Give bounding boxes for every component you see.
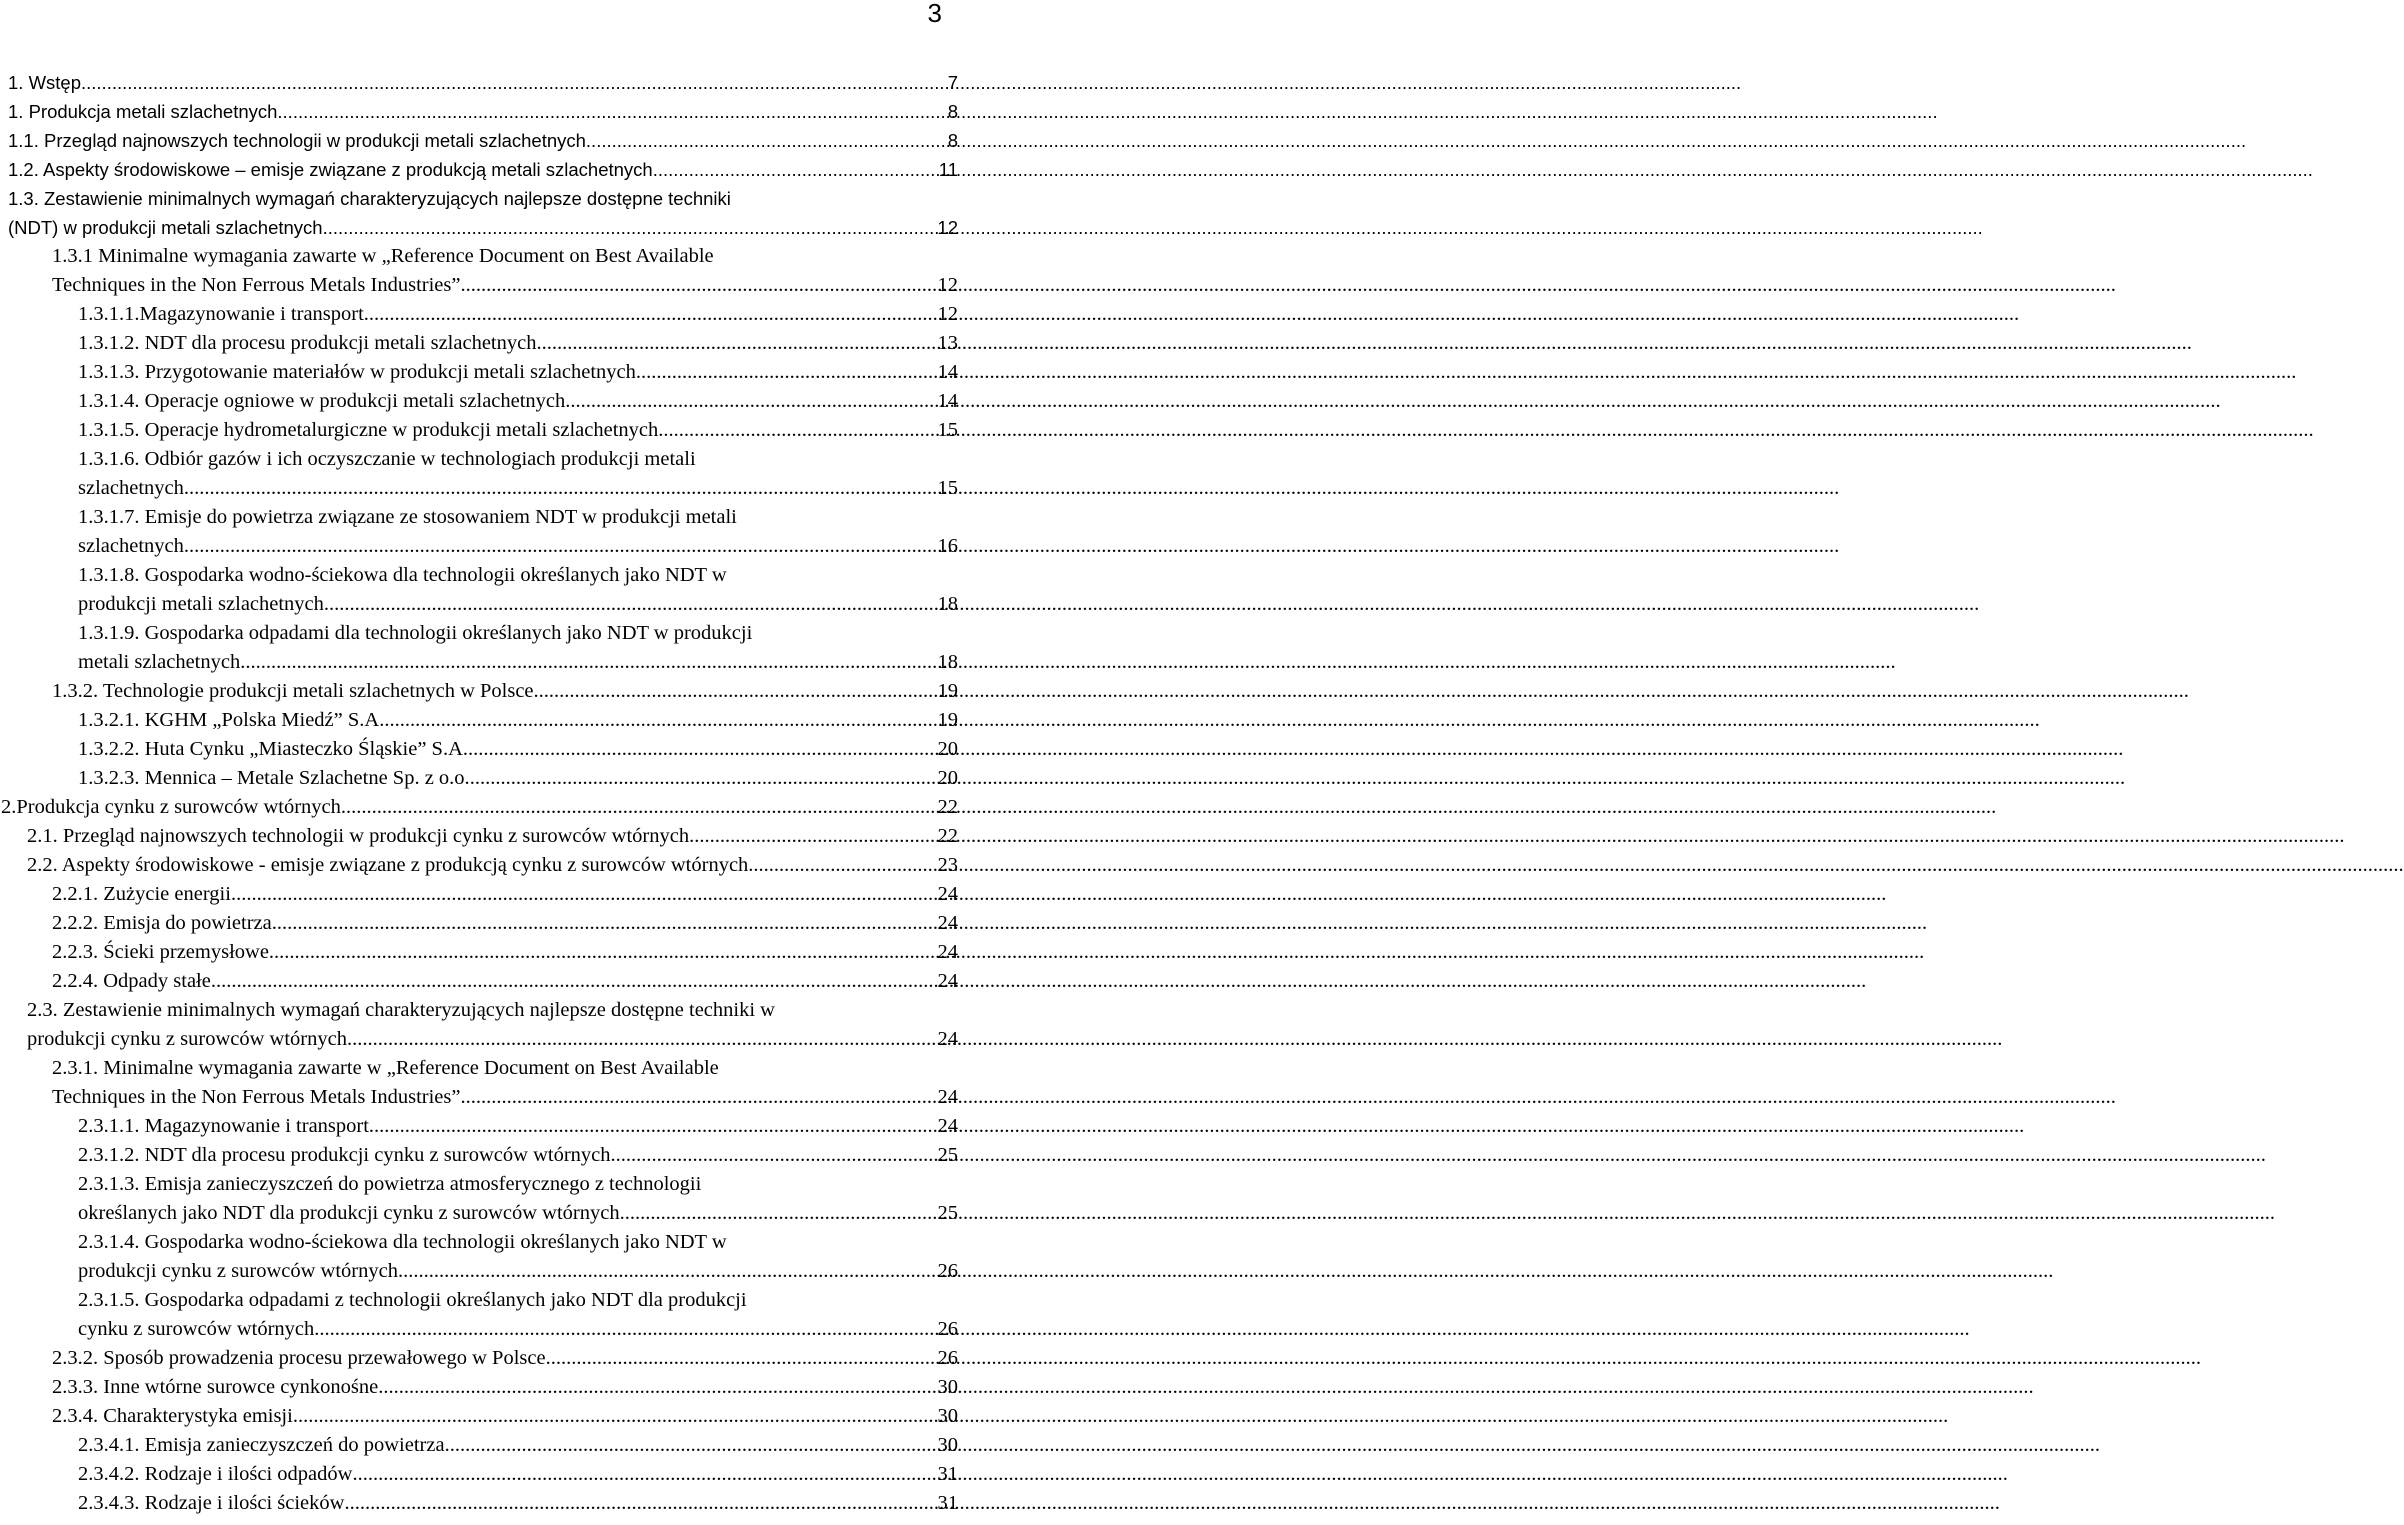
toc-entry-title: 1.3.1.5. Operacje hydrometalurgiczne w produkcji metali szlachetnych xyxy=(78,419,659,441)
dot-leader xyxy=(184,474,936,503)
toc-entry-title: 2.3.1. Minimalne wymagania zawarte w „Reference Document on Best Available xyxy=(52,1057,719,1079)
toc-entry-title: 2.3.4.3. Rodzaje i ilości ścieków xyxy=(78,1492,345,1514)
toc-entry[interactable] xyxy=(0,416,958,445)
dot-leader xyxy=(611,1141,936,1170)
dot-leader xyxy=(364,300,936,329)
dot-leader xyxy=(534,677,936,706)
toc-page-number: 26 xyxy=(937,1347,958,1369)
toc-page-number: 25 xyxy=(937,1202,958,1224)
toc-entry[interactable] xyxy=(0,706,958,735)
dot-leader xyxy=(211,967,936,996)
toc-entry-title: 1.3.1.3. Przygotowanie materiałów w produkcji metali szlachetnych. xyxy=(78,361,642,383)
toc-entry-title: 1.3.1.1.Magazynowanie i transport xyxy=(78,303,364,325)
dot-leader xyxy=(341,793,936,822)
toc-page-number: 8 xyxy=(947,130,958,151)
dot-leader xyxy=(586,126,946,155)
table-of-contents xyxy=(0,68,958,1518)
dot-leader xyxy=(293,1402,936,1431)
toc-entry[interactable] xyxy=(0,1460,958,1489)
toc-page-number: 31 xyxy=(937,1463,958,1485)
dot-leader xyxy=(620,1199,936,1228)
toc-entry-title: 1. Wstęp xyxy=(8,72,81,93)
toc-entry-title: 1.3.1.8. Gospodarka wodno-ściekowa dla technologii określanych jako NDT w xyxy=(78,564,727,586)
dot-leader xyxy=(277,97,945,126)
toc-entry-title: produkcji cynku z surowców wtórnych xyxy=(78,1260,398,1282)
toc-page-number: 16 xyxy=(937,535,958,557)
dot-leader xyxy=(460,271,935,300)
toc-page-number: 8 xyxy=(947,101,958,122)
toc-page-number: 18 xyxy=(937,593,958,615)
toc-entry[interactable] xyxy=(0,126,958,155)
toc-entry[interactable] xyxy=(0,358,958,387)
dot-leader xyxy=(184,532,936,561)
dot-leader xyxy=(314,1315,935,1344)
dot-leader xyxy=(369,1112,936,1141)
toc-page-number: 18 xyxy=(937,651,958,673)
toc-entry-title: 1.2. Aspekty środowiskowe – emisje związane z produkcją metali szlachetnych xyxy=(8,159,653,180)
toc-entry-title: cynku z surowców wtórnych xyxy=(78,1318,315,1340)
toc-entry-title: 2.3.1.3. Emisja zanieczyszczeń do powietrza atmosferycznego z technologii xyxy=(78,1173,702,1195)
dot-leader xyxy=(344,1489,935,1518)
dot-leader xyxy=(689,822,935,851)
toc-entry[interactable] xyxy=(0,822,958,851)
toc-entry[interactable] xyxy=(0,1112,958,1141)
dot-leader xyxy=(384,706,935,735)
toc-entry[interactable] xyxy=(0,155,958,184)
toc-page-number: 7 xyxy=(947,72,958,93)
toc-page-number: 15 xyxy=(937,419,958,441)
toc-entry[interactable] xyxy=(0,996,958,1054)
toc-entry[interactable] xyxy=(0,938,958,967)
toc-entry[interactable] xyxy=(0,967,958,996)
toc-entry-title: 2.2.2. Emisja do powietrza xyxy=(52,912,272,934)
dot-leader xyxy=(658,416,935,445)
toc-entry-title: 2.3.4.1. Emisja zanieczyszczeń do powietrza xyxy=(78,1434,445,1456)
toc-entry-title: 1.3.1.2. NDT dla procesu produkcji metali szlachetnych xyxy=(78,332,537,354)
toc-entry[interactable] xyxy=(0,242,958,300)
toc-page-number: 19 xyxy=(937,680,958,702)
toc-page-number: 15 xyxy=(937,477,958,499)
toc-entry-title: 2.1. Przegląd najnowszych technologii w produkcji cynku z surowców wtórnych xyxy=(27,825,690,847)
toc-entry-title: określanych jako NDT dla produkcji cynku z surowców wtórnych xyxy=(78,1202,620,1224)
dot-leader xyxy=(240,648,935,677)
toc-page-number: 30 xyxy=(937,1434,958,1456)
toc-entry[interactable] xyxy=(0,300,958,329)
toc-entry-title: 2.3.1.2. NDT dla procesu produkcji cynku z surowców wtórnych xyxy=(78,1144,611,1166)
toc-entry-title: 1.3.2.2. Huta Cynku „Miasteczko Śląskie” S.A. xyxy=(78,738,469,760)
toc-entry[interactable] xyxy=(0,1373,958,1402)
toc-entry[interactable] xyxy=(0,735,958,764)
toc-entry[interactable] xyxy=(0,619,958,677)
toc-entry-title: 2.3.4.2. Rodzaje i ilości odpadów xyxy=(78,1463,353,1485)
dot-leader xyxy=(352,1460,935,1489)
toc-entry-title: 1.1. Przegląd najnowszych technologii w produkcji metali szlachetnych xyxy=(8,130,586,151)
toc-page-number: 22 xyxy=(937,796,958,818)
toc-page-number: 11 xyxy=(938,159,958,180)
toc-entry[interactable] xyxy=(0,880,958,909)
toc-entry-title: (NDT) w produkcji metali szlachetnych xyxy=(8,217,323,238)
toc-page-number: 25 xyxy=(937,1144,958,1166)
dot-leader xyxy=(324,590,936,619)
toc-page-number: 31 xyxy=(937,1492,958,1514)
toc-page-number: 12 xyxy=(937,274,958,296)
dot-leader xyxy=(323,213,936,242)
toc-entry[interactable] xyxy=(0,677,958,706)
toc-entry[interactable] xyxy=(0,851,958,880)
toc-entry-title: 2.3.4. Charakterystyka emisji xyxy=(52,1405,293,1427)
toc-entry-title: 2.3.1.5. Gospodarka odpadami z technologii określanych jako NDT dla produkcji xyxy=(78,1289,747,1311)
dot-leader xyxy=(653,155,937,184)
toc-entry[interactable] xyxy=(0,1141,958,1170)
toc-entry[interactable] xyxy=(0,184,958,242)
dot-leader xyxy=(460,1083,935,1112)
toc-entry[interactable] xyxy=(0,1344,958,1373)
toc-entry-title: 1.3.2.1. KGHM „Polska Miedź” S.A. xyxy=(78,709,385,731)
toc-entry[interactable] xyxy=(0,445,958,503)
toc-entry-title: produkcji metali szlachetnych xyxy=(78,593,324,615)
toc-entry-title: 2.3.2. Sposób prowadzenia procesu przewałowego w Polsce xyxy=(52,1347,546,1369)
toc-page-number: 26 xyxy=(937,1260,958,1282)
toc-entry-title: produkcji cynku z surowców wtórnych xyxy=(27,1028,347,1050)
toc-entry-title: 2.3. Zestawienie minimalnych wymagań charakteryzujących najlepsze dostępne techniki w xyxy=(27,999,775,1021)
dot-leader xyxy=(347,1025,936,1054)
toc-entry-title: 1.3.1.4. Operacje ogniowe w produkcji metali szlachetnych xyxy=(78,390,566,412)
dot-leader xyxy=(536,329,935,358)
toc-entry[interactable] xyxy=(0,97,958,126)
toc-entry-title: 2.3.3. Inne wtórne surowce cynkonośne xyxy=(52,1376,379,1398)
toc-page-number: 24 xyxy=(937,1028,958,1050)
toc-entry-title: Techniques in the Non Ferrous Metals Industries” xyxy=(52,1086,461,1108)
page-number: 3 xyxy=(927,0,942,28)
toc-entry[interactable] xyxy=(0,329,958,358)
toc-entry[interactable] xyxy=(0,764,958,793)
toc-page-number: 20 xyxy=(937,738,958,760)
toc-page-number: 30 xyxy=(937,1376,958,1398)
toc-entry[interactable] xyxy=(0,1170,958,1228)
toc-entry-title: 2.2.3. Ścieki przemysłowe xyxy=(52,941,269,963)
toc-entry[interactable] xyxy=(0,1228,958,1286)
toc-page-number: 24 xyxy=(937,970,958,992)
toc-entry-title: 2.2.4. Odpady stałe xyxy=(52,970,211,992)
toc-page-number: 24 xyxy=(937,883,958,905)
toc-entry-title: metali szlachetnych xyxy=(78,651,241,673)
toc-entry[interactable] xyxy=(0,387,958,416)
toc-entry[interactable] xyxy=(0,1286,958,1344)
dot-leader xyxy=(378,1373,935,1402)
dot-leader xyxy=(81,68,946,97)
dot-leader xyxy=(272,909,936,938)
toc-entry-title: 1.3.1.9. Gospodarka odpadami dla technologii określanych jako NDT w produkcji xyxy=(78,622,753,644)
toc-entry[interactable] xyxy=(0,909,958,938)
dot-leader xyxy=(546,1344,936,1373)
toc-page-number: 13 xyxy=(937,332,958,354)
toc-page-number: 23 xyxy=(937,854,958,876)
toc-entry-title: 1.3.2.3. Mennica – Metale Szlachetne Sp. z o.o. xyxy=(78,767,470,789)
toc-entry[interactable] xyxy=(0,561,958,619)
toc-page-number: 22 xyxy=(937,825,958,847)
toc-entry-title: 1.3. Zestawienie minimalnych wymagań charakteryzujących najlepsze dostępne techniki xyxy=(8,188,731,209)
toc-entry-title: szlachetnych xyxy=(78,477,184,499)
toc-entry-title: szlachetnych xyxy=(78,535,184,557)
toc-entry-title: 1.3.2. Technologie produkcji metali szlachetnych w Polsce xyxy=(52,680,534,702)
toc-page-number: 12 xyxy=(937,217,958,238)
toc-entry-title: 2.3.1.1. Magazynowanie i transport xyxy=(78,1115,369,1137)
toc-entry-title: 1.3.1.6. Odbiór gazów i ich oczyszczanie w technologiach produkcji metali xyxy=(78,448,696,470)
toc-entry-title: 1.3.1.7. Emisje do powietrza związane ze stosowaniem NDT w produkcji metali xyxy=(78,506,737,528)
toc-page-number: 24 xyxy=(937,912,958,934)
toc-entry[interactable] xyxy=(0,1489,958,1518)
toc-entry-title: 2.2.1. Zużycie energii xyxy=(52,883,231,905)
dot-leader xyxy=(231,880,936,909)
dot-leader xyxy=(468,735,935,764)
dot-leader xyxy=(641,358,935,387)
toc-entry-title: 1. Produkcja metali szlachetnych xyxy=(8,101,278,122)
toc-entry-title: Techniques in the Non Ferrous Metals Industries” xyxy=(52,274,461,296)
toc-entry[interactable] xyxy=(0,503,958,561)
toc-page-number: 24 xyxy=(937,941,958,963)
toc-entry[interactable] xyxy=(0,1431,958,1460)
toc-entry-title: 2.3.1.4. Gospodarka wodno-ściekowa dla technologii określanych jako NDT w xyxy=(78,1231,727,1253)
toc-page-number: 14 xyxy=(937,390,958,412)
toc-entry-title: 1.3.1 Minimalne wymagania zawarte w „Reference Document on Best Available xyxy=(52,245,714,267)
toc-page-number: 14 xyxy=(937,361,958,383)
dot-leader xyxy=(445,1431,936,1460)
toc-page-number: 12 xyxy=(937,303,958,325)
toc-page-number: 30 xyxy=(937,1405,958,1427)
toc-page-number: 24 xyxy=(937,1115,958,1137)
dot-leader xyxy=(269,938,936,967)
toc-page-number: 26 xyxy=(937,1318,958,1340)
dot-leader xyxy=(398,1257,936,1286)
toc-entry[interactable] xyxy=(0,1402,958,1431)
toc-entry[interactable] xyxy=(0,1054,958,1112)
dot-leader xyxy=(565,387,935,416)
toc-entry-title: 2.Produkcja cynku z surowców wtórnych xyxy=(1,796,341,818)
toc-entry[interactable] xyxy=(0,793,958,822)
dot-leader xyxy=(470,764,936,793)
toc-entry-title: 2.2. Aspekty środowiskowe - emisje związane z produkcją cynku z surowców wtórnych xyxy=(27,854,749,876)
toc-page-number: 24 xyxy=(937,1086,958,1108)
toc-page-number: 20 xyxy=(937,767,958,789)
toc-entry[interactable] xyxy=(0,68,958,97)
dot-leader xyxy=(748,851,935,880)
toc-page-number: 19 xyxy=(937,709,958,731)
